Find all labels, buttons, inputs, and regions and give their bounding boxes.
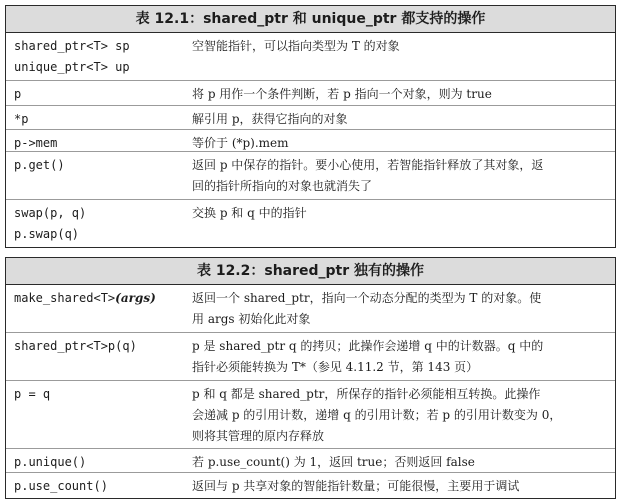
description-text: 回的指针所指向的对象也就消失了: [192, 179, 373, 193]
table-row: [6, 381, 615, 449]
description-text: p 和 q 都是 shared_ptr，所保存的指针必须能相互转换。此操作: [192, 387, 541, 401]
table-row: [6, 130, 615, 152]
table-row: [6, 152, 615, 200]
description-cell: [192, 33, 615, 80]
description-cell: [192, 473, 615, 498]
operation-cell: [6, 130, 192, 151]
description-text: p 是 shared_ptr q 的拷贝；此操作会递增 q 中的计数器。q 中的: [192, 339, 544, 353]
operation-text: *p: [14, 112, 29, 126]
operation-text: p.swap(q): [14, 227, 80, 241]
table-title: 表 12.2：shared_ptr 独有的操作: [6, 258, 615, 285]
operation-text: p: [14, 87, 22, 101]
table-body: [6, 33, 615, 247]
table-12-2: [5, 257, 616, 499]
operation-name: make_shared<T>: [14, 291, 116, 305]
description-text: 解引用 p，获得它指向的对象: [192, 112, 348, 126]
operation-cell: [6, 33, 192, 80]
operation-cell: [6, 81, 192, 105]
description-cell: [192, 285, 615, 332]
operation-args: (args): [115, 291, 156, 305]
operation-cell: [6, 473, 192, 498]
description-text: 返回一个 shared_ptr，指向一个动态分配的类型为 T 的对象。使: [192, 291, 542, 305]
description-cell: [192, 381, 615, 448]
table-row: [6, 33, 615, 81]
operation-cell: [6, 285, 192, 332]
description-text: 用 args 初始化此对象: [192, 312, 311, 326]
description-cell: [192, 152, 615, 199]
table-row: [6, 449, 615, 473]
description-text: 指针必须能转换为 T*（参见 4.11.2 节，第 143 页）: [192, 360, 479, 374]
table-12-1: [5, 5, 616, 248]
description-cell: [192, 81, 615, 105]
operation-text: swap(p, q): [14, 206, 87, 220]
description-cell: [192, 130, 615, 151]
table-row: [6, 473, 615, 498]
operation-text: [14, 288, 192, 309]
description-text: 返回与 p 共享对象的智能指针数量；可能很慢，主要用于调试: [192, 479, 520, 493]
table-row: [6, 285, 615, 333]
description-text: 则将其管理的原内存释放: [192, 429, 325, 443]
operation-text: shared_ptr<T>p(q): [14, 339, 137, 353]
operation-cell: [6, 106, 192, 129]
table-row: [6, 200, 615, 247]
operation-text: unique_ptr<T> up: [14, 60, 130, 74]
operation-text: p.unique(): [14, 455, 87, 469]
operation-text: p->mem: [14, 136, 58, 150]
description-text: 会递减 p 的引用计数，递增 q 的引用计数；若 p 的引用计数变为 0，: [192, 408, 562, 422]
description-cell: [192, 333, 615, 380]
description-text: 等价于 (*p).mem: [192, 136, 289, 150]
description-cell: [192, 200, 615, 247]
description-text: 交换 p 和 q 中的指针: [192, 206, 307, 220]
table-title: 表 12.1：shared_ptr 和 unique_ptr 都支持的操作: [6, 6, 615, 33]
description-text: 空智能指针，可以指向类型为 T 的对象: [192, 39, 400, 53]
operation-cell: [6, 200, 192, 247]
operation-cell: [6, 333, 192, 380]
operation-cell: [6, 449, 192, 472]
description-text: 若 p.use_count() 为 1，返回 true；否则返回 false: [192, 455, 475, 469]
operation-text: shared_ptr<T> sp: [14, 39, 130, 53]
description-text: 返回 p 中保存的指针。要小心使用，若智能指针释放了其对象，返: [192, 158, 544, 172]
description-cell: [192, 106, 615, 129]
table-row: [6, 81, 615, 106]
description-cell: [192, 449, 615, 472]
description-text: 将 p 用作一个条件判断，若 p 指向一个对象，则为 true: [192, 87, 492, 101]
table-body: [6, 285, 615, 498]
table-row: [6, 333, 615, 381]
operation-cell: [6, 381, 192, 448]
operation-text: p.use_count(): [14, 479, 108, 493]
operation-cell: [6, 152, 192, 199]
operation-text: p.get(): [14, 158, 65, 172]
operation-text: p = q: [14, 387, 51, 401]
table-row: [6, 106, 615, 130]
